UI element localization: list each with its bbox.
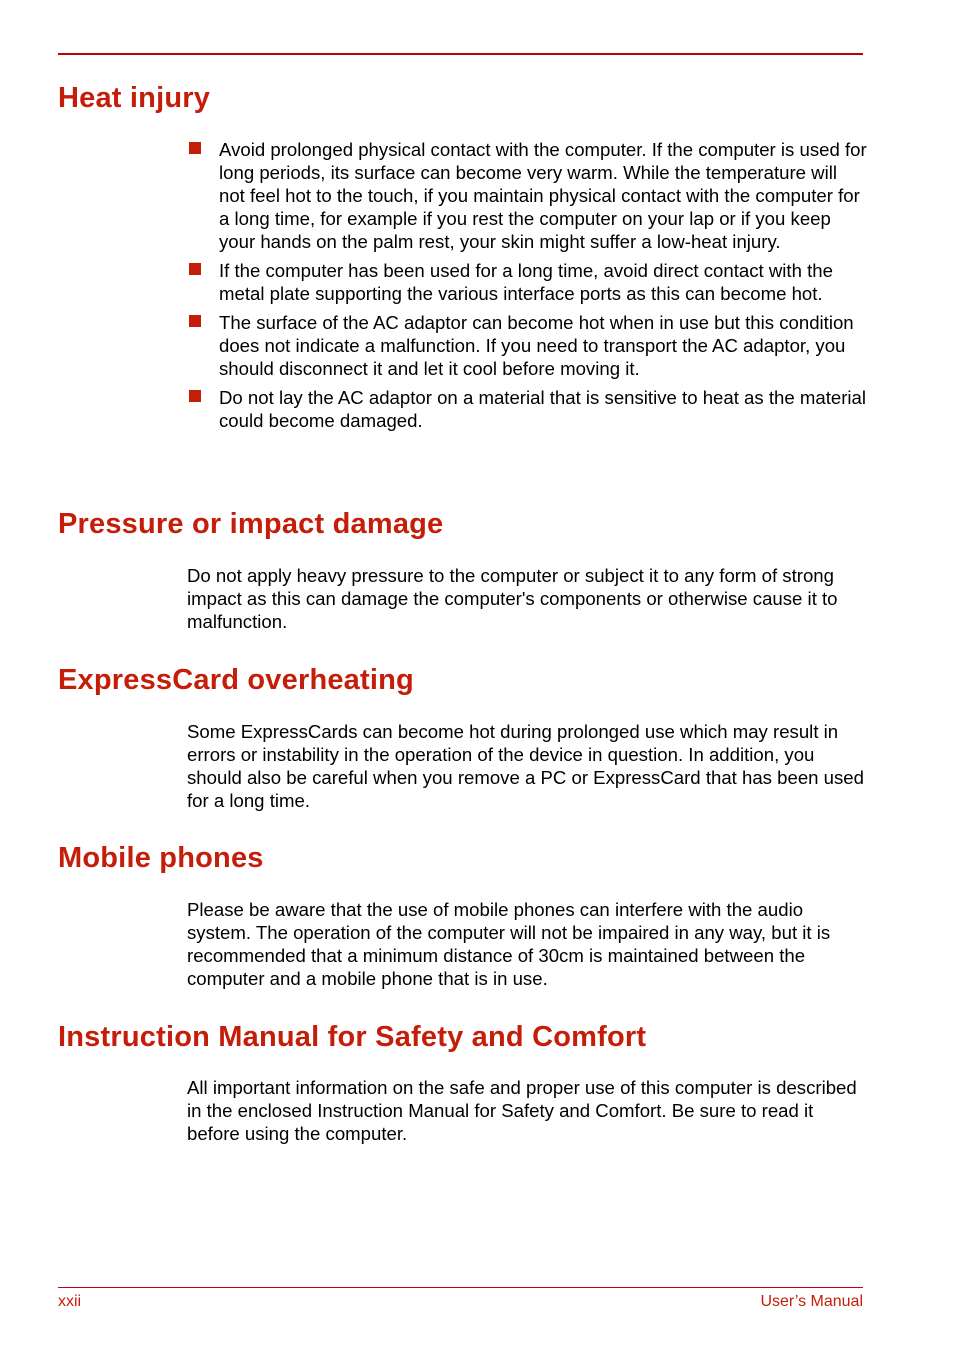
top-rule: [58, 53, 863, 55]
pressure-damage-paragraph: Do not apply heavy pressure to the computer or subject it to any form of strong impact as this can damage the computer's components or otherwise cause it to malfunction.: [187, 565, 838, 632]
page-number: xxii: [58, 1293, 82, 1310]
heading-instruction-manual: Instruction Manual for Safety and Comfort: [58, 1021, 647, 1053]
instruction-manual-paragraph: All important information on the safe and proper use of this computer is described in the enclosed Instruction Manual for Safety and Comfort. Be sure to read it before using the computer.: [187, 1077, 857, 1144]
list-item: [187, 138, 867, 253]
square-bullet-icon: [189, 390, 201, 402]
manual-title: User’s Manual: [760, 1293, 863, 1310]
square-bullet-icon: [189, 263, 201, 275]
list-item-text: If the computer has been used for a long time, avoid direct contact with the metal plate supporting the various interface ports as this can become hot.: [219, 260, 833, 304]
heading-mobile-phones: Mobile phones: [58, 842, 264, 874]
heading-heat-injury: Heat injury: [58, 82, 211, 114]
list-item: [187, 259, 867, 305]
square-bullet-icon: [189, 142, 201, 154]
bottom-rule: [58, 1287, 863, 1288]
expresscard-paragraph: Some ExpressCards can become hot during prolonged use which may result in errors or instability in the operation of the device in question. In addition, you should also be careful when you remove a PC or ExpressCard that has been used for a long time.: [187, 721, 864, 811]
list-item-text: The surface of the AC adaptor can become hot when in use but this condition does not indicate a malfunction. If you need to transport the AC adaptor, you should disconnect it and let it cool before moving it.: [219, 312, 854, 379]
square-bullet-icon: [189, 315, 201, 327]
mobile-phones-paragraph: Please be aware that the use of mobile phones can interfere with the audio system. The operation of the computer will not be impaired in any way, but it is recommended that a minimum distance of 30cm is maintained between the computer and a mobile phone that is in use.: [187, 899, 831, 989]
heat-injury-list: [187, 138, 867, 432]
heading-pressure-damage: Pressure or impact damage: [58, 508, 444, 540]
list-item: [187, 386, 867, 432]
list-item-text: Avoid prolonged physical contact with the computer. If the computer is used for long periods, its surface can become very warm. While the temperature will not feel hot to the touch, if you maintain physical contact with the computer for a long time, for example if you rest the computer on your lap or if you keep your hands on the palm rest, your skin might suffer a low-heat injury.: [219, 139, 867, 252]
list-item-text: Do not lay the AC adaptor on a material that is sensitive to heat as the material could become damaged.: [219, 387, 867, 431]
list-item: [187, 311, 867, 380]
heading-expresscard-overheating: ExpressCard overheating: [58, 664, 414, 696]
